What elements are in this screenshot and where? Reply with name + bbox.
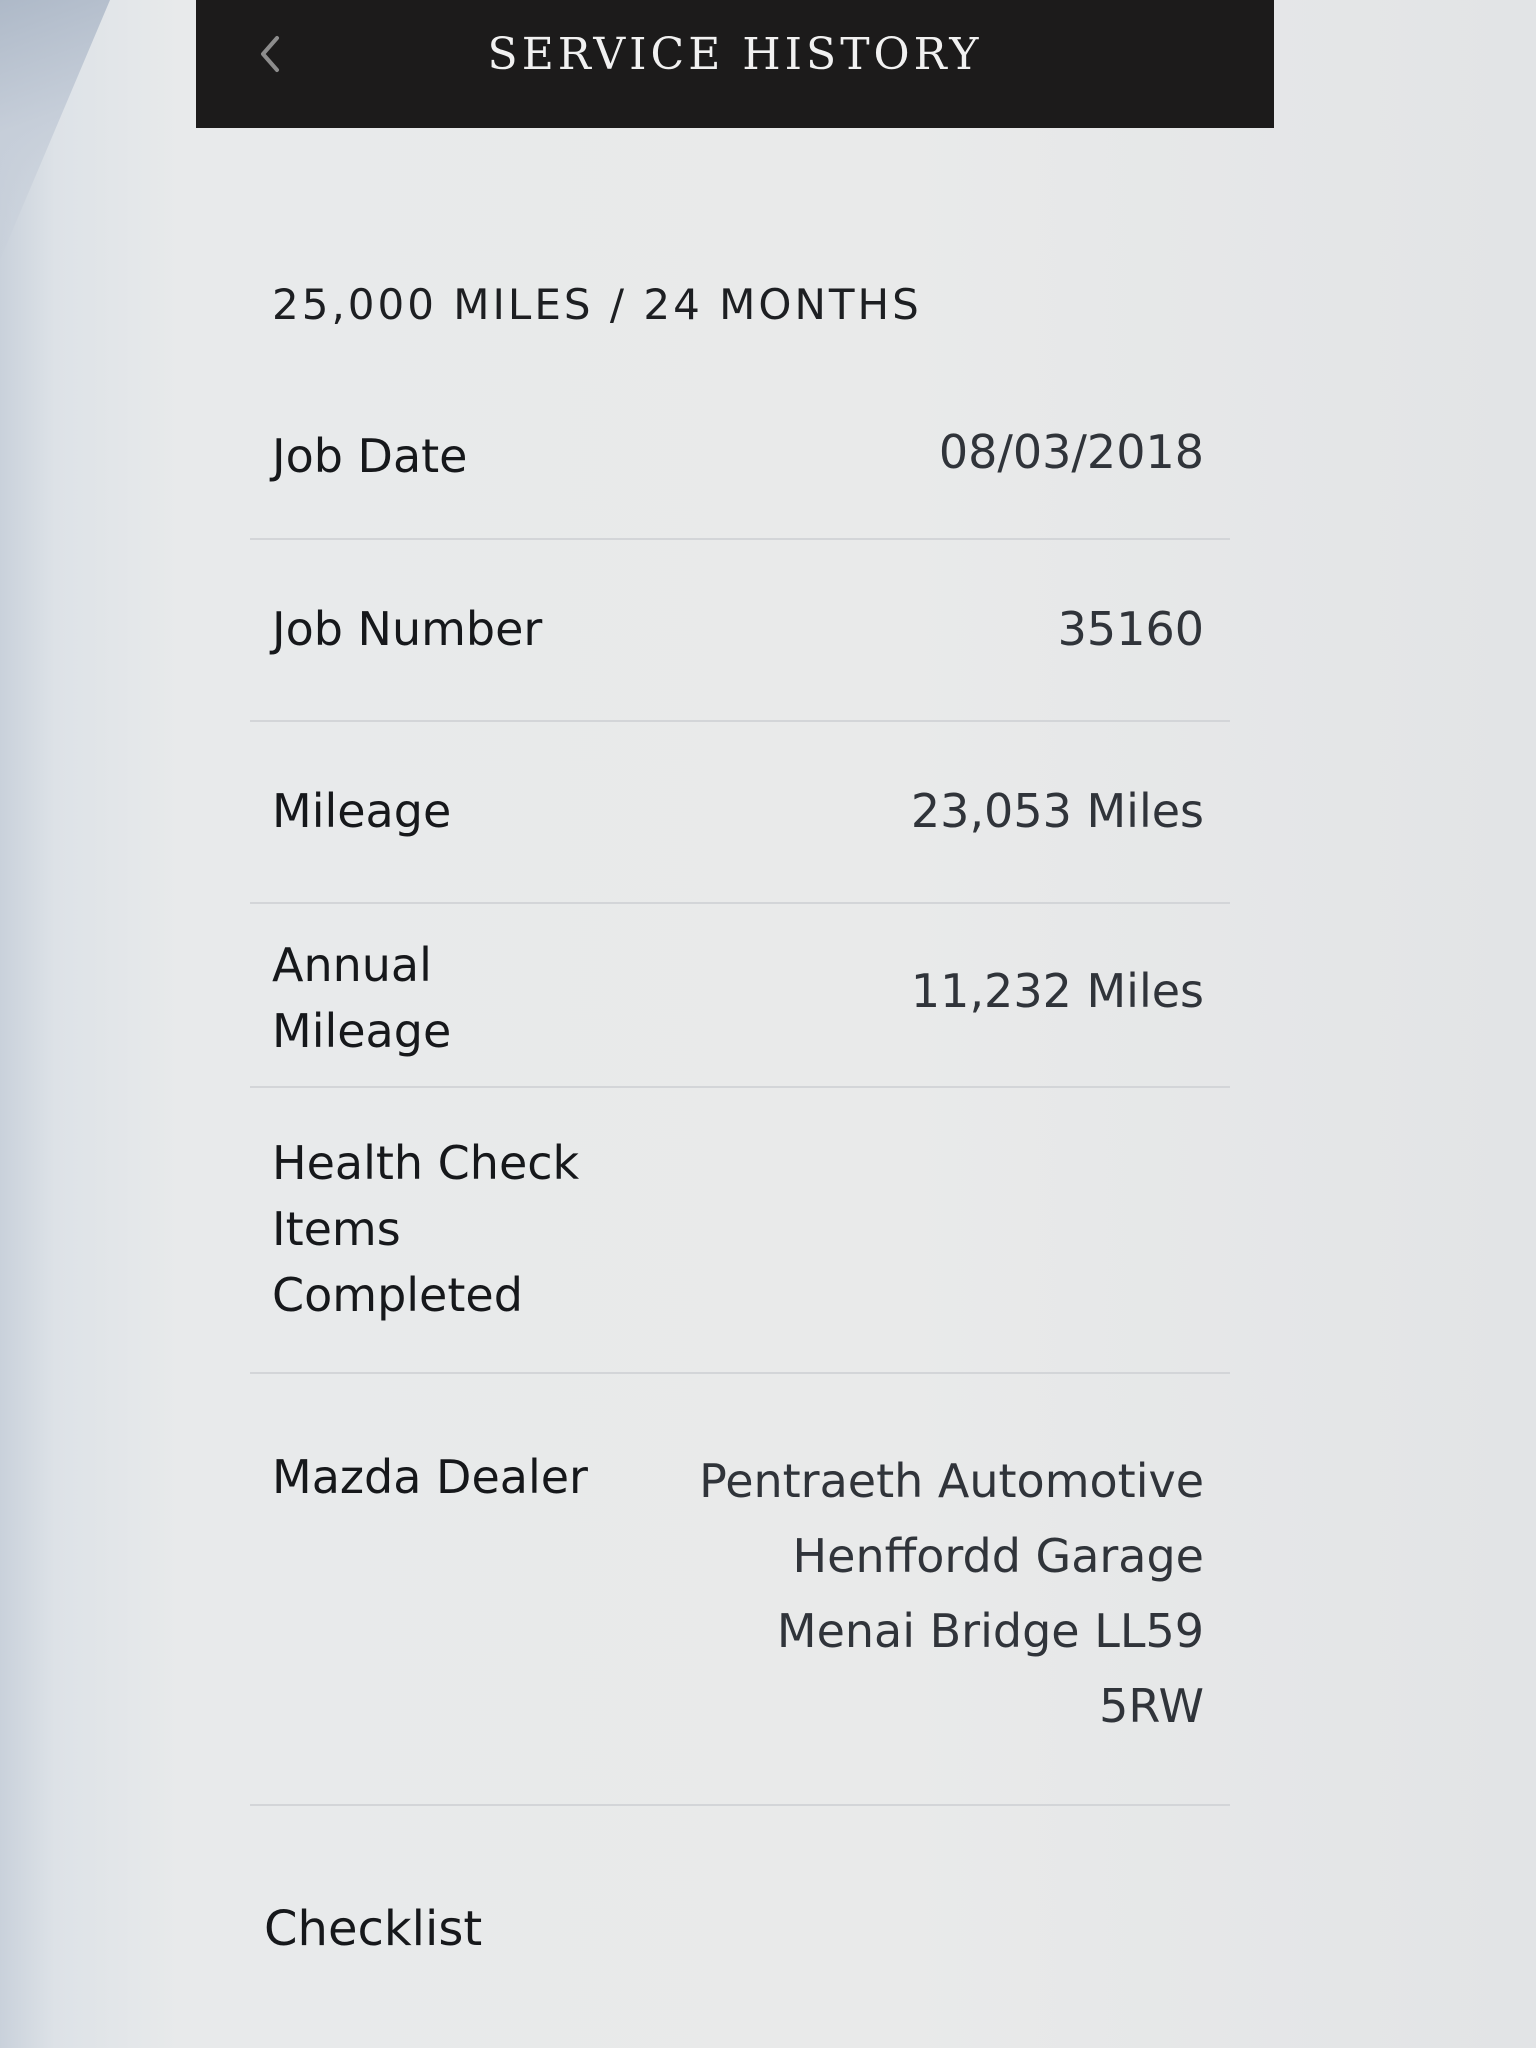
job-date-label: Job Date [272,429,468,483]
job-number-label: Job Number [272,602,543,656]
job-number-value: 35160 [1057,602,1204,656]
checklist-link[interactable]: Checklist [264,1901,483,1957]
job-date-value: 08/03/2018 [938,425,1204,479]
health-check-label: Health Check Items Completed [272,1136,580,1322]
page-curl-shadow [0,0,110,260]
page-title: SERVICE HISTORY [487,29,983,80]
service-history-header [196,0,1274,128]
mazda-dealer-row [250,1374,1230,1806]
annual-mileage-row [250,904,1230,1088]
mileage-value: 23,053 Miles [910,784,1204,838]
job-date-row [250,405,1230,540]
health-check-row [250,1088,1230,1374]
annual-mileage-value: 11,232 Miles [910,964,1204,1018]
mileage-row [250,722,1230,904]
chevron-left-icon[interactable] [252,34,286,74]
job-number-row [250,540,1230,722]
mazda-dealer-address: Pentraeth Automotive Henffordd Garage Menai Bridge LL59 5RW [699,1454,1204,1733]
service-interval-heading: 25,000 MILES / 24 MONTHS [272,280,922,329]
mileage-label: Mileage [272,784,452,838]
mazda-dealer-label: Mazda Dealer [272,1450,588,1504]
annual-mileage-label: Annual Mileage [272,938,452,1058]
